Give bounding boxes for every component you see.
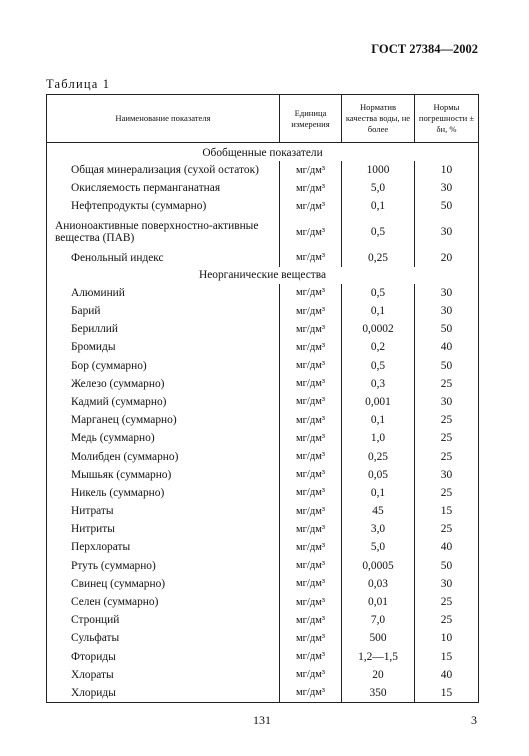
- table-row: [47, 216, 479, 249]
- error-norm-cell: 25: [415, 484, 479, 502]
- table-title: Таблица 1: [46, 77, 111, 91]
- indicator-name-cell: Селен (суммарно): [47, 593, 280, 611]
- error-norm-cell: 25: [415, 611, 479, 629]
- unit-cell: мг/дм³: [280, 338, 342, 356]
- norm-value-cell: 0,0005: [342, 557, 415, 575]
- norm-value-cell: 1,0: [342, 429, 415, 447]
- indicator-name-cell: Нитриты: [47, 520, 280, 538]
- indicator-name-cell: Перхлораты: [47, 538, 280, 556]
- unit-cell: мг/дм³: [280, 629, 342, 647]
- table-row: [47, 375, 479, 393]
- table-row: [47, 429, 479, 447]
- error-norm-cell: 15: [415, 502, 479, 520]
- table-row: [47, 557, 479, 575]
- table-row: [47, 611, 479, 629]
- table-row: [47, 684, 479, 703]
- error-norm-cell: 40: [415, 666, 479, 684]
- indicator-name-cell: Алюминий: [47, 284, 280, 302]
- indicator-name-cell: Бор (суммарно): [47, 357, 280, 375]
- norm-value-cell: 0,3: [342, 375, 415, 393]
- indicator-name-cell: Никель (суммарно): [47, 484, 280, 502]
- error-norm-cell: 25: [415, 429, 479, 447]
- error-norm-cell: 25: [415, 447, 479, 465]
- error-norm-cell: 10: [415, 629, 479, 647]
- norm-value-cell: 0,5: [342, 284, 415, 302]
- document-code: ГОСТ 27384—2002: [371, 42, 478, 56]
- indicator-name-cell: Бериллий: [47, 320, 280, 338]
- unit-cell: мг/дм³: [280, 302, 342, 320]
- unit-cell: мг/дм³: [280, 520, 342, 538]
- unit-cell: мг/дм³: [280, 502, 342, 520]
- norm-value-cell: 0,2: [342, 338, 415, 356]
- error-norm-cell: 30: [415, 216, 479, 249]
- column-header-name: Наименование показателя: [47, 95, 280, 143]
- unit-cell: мг/дм³: [280, 593, 342, 611]
- indicator-name-cell: Хлораты: [47, 666, 280, 684]
- error-norm-cell: 25: [415, 375, 479, 393]
- column-header-norm: Норматив качества воды, не более: [342, 95, 415, 143]
- error-norm-cell: 40: [415, 538, 479, 556]
- table-row: [47, 338, 479, 356]
- indicator-name-cell: Свинец (суммарно): [47, 575, 280, 593]
- unit-cell: мг/дм³: [280, 557, 342, 575]
- unit-cell: мг/дм³: [280, 249, 342, 267]
- table-row: [47, 629, 479, 647]
- indicator-name-cell: Ртуть (суммарно): [47, 557, 280, 575]
- norm-value-cell: 0,1: [342, 197, 415, 215]
- indicator-name-cell: Хлориды: [47, 684, 280, 703]
- indicator-name-cell: Фенольный индекс: [47, 249, 280, 267]
- unit-cell: мг/дм³: [280, 320, 342, 338]
- unit-cell: мг/дм³: [280, 429, 342, 447]
- indicator-name-cell: Сульфаты: [47, 629, 280, 647]
- norm-value-cell: 0,1: [342, 484, 415, 502]
- table-row: [47, 393, 479, 411]
- table-row: [47, 648, 479, 666]
- table-row: [47, 593, 479, 611]
- indicator-name-cell: Фториды: [47, 648, 280, 666]
- norm-value-cell: 0,03: [342, 575, 415, 593]
- norm-value-cell: 1000: [342, 161, 415, 179]
- norm-value-cell: 0,5: [342, 216, 415, 249]
- norm-value-cell: 0,001: [342, 393, 415, 411]
- table-row: [47, 357, 479, 375]
- norm-value-cell: 0,0002: [342, 320, 415, 338]
- error-norm-cell: 50: [415, 357, 479, 375]
- table-header-row: [47, 95, 479, 143]
- unit-cell: мг/дм³: [280, 375, 342, 393]
- indicator-name-cell: Стронций: [47, 611, 280, 629]
- section-header-row: [47, 143, 479, 162]
- table-row: [47, 179, 479, 197]
- unit-cell: мг/дм³: [280, 197, 342, 215]
- unit-cell: мг/дм³: [280, 666, 342, 684]
- error-norm-cell: 25: [415, 593, 479, 611]
- error-norm-cell: 30: [415, 466, 479, 484]
- section-header-row: [47, 267, 479, 284]
- norm-value-cell: 350: [342, 684, 415, 703]
- table-row: [47, 447, 479, 465]
- norm-value-cell: 45: [342, 502, 415, 520]
- unit-cell: мг/дм³: [280, 161, 342, 179]
- norm-value-cell: 5,0: [342, 179, 415, 197]
- error-norm-cell: 50: [415, 197, 479, 215]
- norm-value-cell: 0,1: [342, 302, 415, 320]
- table-row: [47, 284, 479, 302]
- column-header-unit: Единица измерения: [280, 95, 342, 143]
- indicator-name-cell: Железо (суммарно): [47, 375, 280, 393]
- unit-cell: мг/дм³: [280, 538, 342, 556]
- error-norm-cell: 10: [415, 161, 479, 179]
- indicator-name-cell: Общая минерализация (сухой остаток): [47, 161, 280, 179]
- table-row: [47, 666, 479, 684]
- unit-cell: мг/дм³: [280, 179, 342, 197]
- norm-value-cell: 500: [342, 629, 415, 647]
- error-norm-cell: 30: [415, 179, 479, 197]
- unit-cell: мг/дм³: [280, 411, 342, 429]
- norm-value-cell: 0,25: [342, 249, 415, 267]
- norm-value-cell: 0,05: [342, 466, 415, 484]
- error-norm-cell: 20: [415, 249, 479, 267]
- table-row: [47, 520, 479, 538]
- unit-cell: мг/дм³: [280, 484, 342, 502]
- table-row: [47, 466, 479, 484]
- indicator-name-cell: Окисляемость перманганатная: [47, 179, 280, 197]
- indicator-name-cell: Мышьяк (суммарно): [47, 466, 280, 484]
- norm-value-cell: 3,0: [342, 520, 415, 538]
- error-norm-cell: 15: [415, 684, 479, 703]
- norm-value-cell: 0,5: [342, 357, 415, 375]
- table-row: [47, 161, 479, 179]
- table-row: [47, 538, 479, 556]
- norm-value-cell: 0,25: [342, 447, 415, 465]
- unit-cell: мг/дм³: [280, 575, 342, 593]
- section-title: Обобщенные показатели: [47, 143, 479, 162]
- norm-value-cell: 5,0: [342, 538, 415, 556]
- page-number: 131: [253, 713, 271, 727]
- indicator-name-cell: Кадмий (суммарно): [47, 393, 280, 411]
- norm-value-cell: 1,2—1,5: [342, 648, 415, 666]
- indicator-name-cell: Анионоактивные поверхностно-активные вещества (ПАВ): [47, 216, 280, 249]
- indicator-name-cell: Марганец (суммарно): [47, 411, 280, 429]
- indicator-name-cell: Бромиды: [47, 338, 280, 356]
- standards-table: [46, 94, 479, 703]
- sheet-number: 3: [471, 713, 477, 727]
- unit-cell: мг/дм³: [280, 684, 342, 703]
- norm-value-cell: 0,1: [342, 411, 415, 429]
- section-title: Неорганические вещества: [47, 267, 479, 284]
- unit-cell: мг/дм³: [280, 611, 342, 629]
- table-row: [47, 320, 479, 338]
- table-row: [47, 302, 479, 320]
- error-norm-cell: 30: [415, 575, 479, 593]
- table-row: [47, 502, 479, 520]
- column-header-error: Нормы погрешности ± δн, %: [415, 95, 479, 143]
- table-row: [47, 411, 479, 429]
- error-norm-cell: 25: [415, 411, 479, 429]
- indicator-name-cell: Нефтепродукты (суммарно): [47, 197, 280, 215]
- indicator-name-cell: Медь (суммарно): [47, 429, 280, 447]
- table-row: [47, 484, 479, 502]
- error-norm-cell: 50: [415, 557, 479, 575]
- table-row: [47, 575, 479, 593]
- unit-cell: мг/дм³: [280, 648, 342, 666]
- indicator-name-cell: Молибден (суммарно): [47, 447, 280, 465]
- error-norm-cell: 40: [415, 338, 479, 356]
- error-norm-cell: 50: [415, 320, 479, 338]
- unit-cell: мг/дм³: [280, 393, 342, 411]
- unit-cell: мг/дм³: [280, 466, 342, 484]
- table-row: [47, 197, 479, 215]
- error-norm-cell: 30: [415, 393, 479, 411]
- unit-cell: мг/дм³: [280, 357, 342, 375]
- unit-cell: мг/дм³: [280, 284, 342, 302]
- error-norm-cell: 15: [415, 648, 479, 666]
- norm-value-cell: 7,0: [342, 611, 415, 629]
- error-norm-cell: 25: [415, 520, 479, 538]
- indicator-name-cell: Нитраты: [47, 502, 280, 520]
- error-norm-cell: 30: [415, 302, 479, 320]
- unit-cell: мг/дм³: [280, 216, 342, 249]
- indicator-name-cell: Барий: [47, 302, 280, 320]
- error-norm-cell: 30: [415, 284, 479, 302]
- norm-value-cell: 20: [342, 666, 415, 684]
- norm-value-cell: 0,01: [342, 593, 415, 611]
- table-body: [47, 143, 479, 703]
- table-row: [47, 249, 479, 267]
- unit-cell: мг/дм³: [280, 447, 342, 465]
